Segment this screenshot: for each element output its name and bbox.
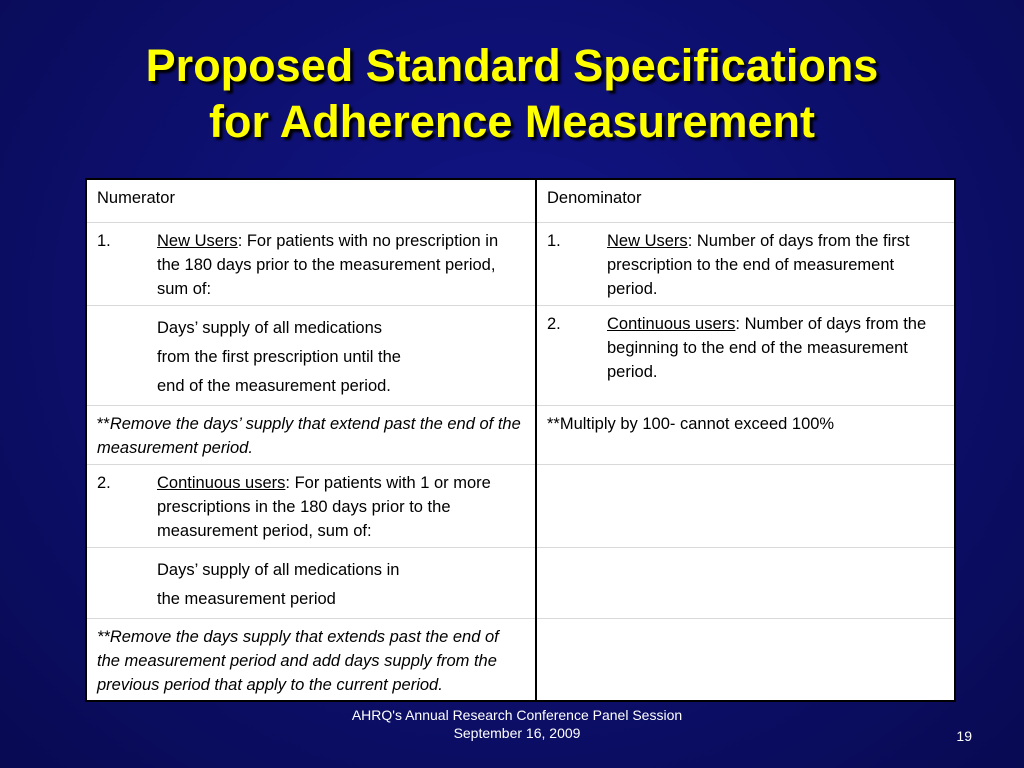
table-row: [87, 618, 954, 701]
term-continuous-users: Continuous users: [157, 473, 286, 492]
numerator-continuous-users-cell: [87, 464, 536, 547]
term-description: : Number of days from the first prescription to the end of measurement period.: [607, 231, 910, 298]
slide-footer: [0, 706, 1024, 742]
table-row: [87, 547, 954, 618]
term-continuous-users: Continuous users: [607, 314, 736, 333]
empty-cell: [536, 547, 954, 618]
item-number: 1.: [547, 231, 561, 250]
denominator-continuous-users-cell: [536, 305, 954, 405]
header-denominator: Denominator: [536, 180, 954, 222]
numerator-continuous-users-detail-cell: [87, 547, 536, 618]
note-text: Remove the days’ supply that extend past the end of the measurement period.: [97, 414, 521, 457]
detail-line: Days’ supply of all medications in: [157, 560, 400, 579]
footer-line-1: AHRQ's Annual Research Conference Panel Session: [351, 707, 683, 723]
item-number: 2.: [547, 314, 561, 333]
term-description: : For patients with no prescription in the 180 days prior to the measurement period, sum of:: [157, 231, 499, 298]
numerator-new-users-cell: [87, 222, 536, 305]
footer-line-2: September 16, 2009: [453, 725, 581, 741]
table-row: [87, 464, 954, 547]
denominator-note-cell: **Multiply by 100- cannot exceed 100%: [536, 405, 954, 464]
item-number: 1.: [97, 231, 111, 250]
note-prefix: **: [97, 414, 110, 433]
table-row: [87, 405, 954, 464]
term-new-users: New Users: [607, 231, 688, 250]
title-line-1: Proposed Standard Specifications: [145, 40, 879, 91]
empty-cell: [536, 618, 954, 701]
empty-cell: [536, 464, 954, 547]
slide-title: [0, 38, 1024, 150]
table-header-row: [87, 180, 954, 222]
numerator-new-users-detail-cell: [87, 305, 536, 405]
term-new-users: New Users: [157, 231, 238, 250]
term-description: : Number of days from the beginning to the end of the measurement period.: [607, 314, 927, 381]
numerator-continuous-note-cell: **Remove the days supply that extends past the end of the measurement period and add days supply from the previous period that apply to the current period.: [87, 618, 536, 701]
detail-line: Days’ supply of all medications: [157, 318, 382, 337]
numerator-note-cell: [87, 405, 536, 464]
detail-line: from the first prescription until the: [157, 347, 401, 366]
page-number: 19: [956, 728, 972, 744]
detail-line: end of the measurement period.: [157, 376, 391, 395]
header-numerator: Numerator: [87, 180, 536, 222]
title-line-2: for Adherence Measurement: [208, 96, 815, 147]
table-row: [87, 222, 954, 305]
specifications-table: [85, 178, 956, 702]
detail-line: the measurement period: [157, 589, 336, 608]
term-description: : For patients with 1 or more prescriptions in the 180 days prior to the measurement period, sum of:: [157, 473, 491, 540]
denominator-new-users-cell: [536, 222, 954, 305]
item-number: 2.: [97, 473, 111, 492]
table-row: [87, 305, 954, 405]
